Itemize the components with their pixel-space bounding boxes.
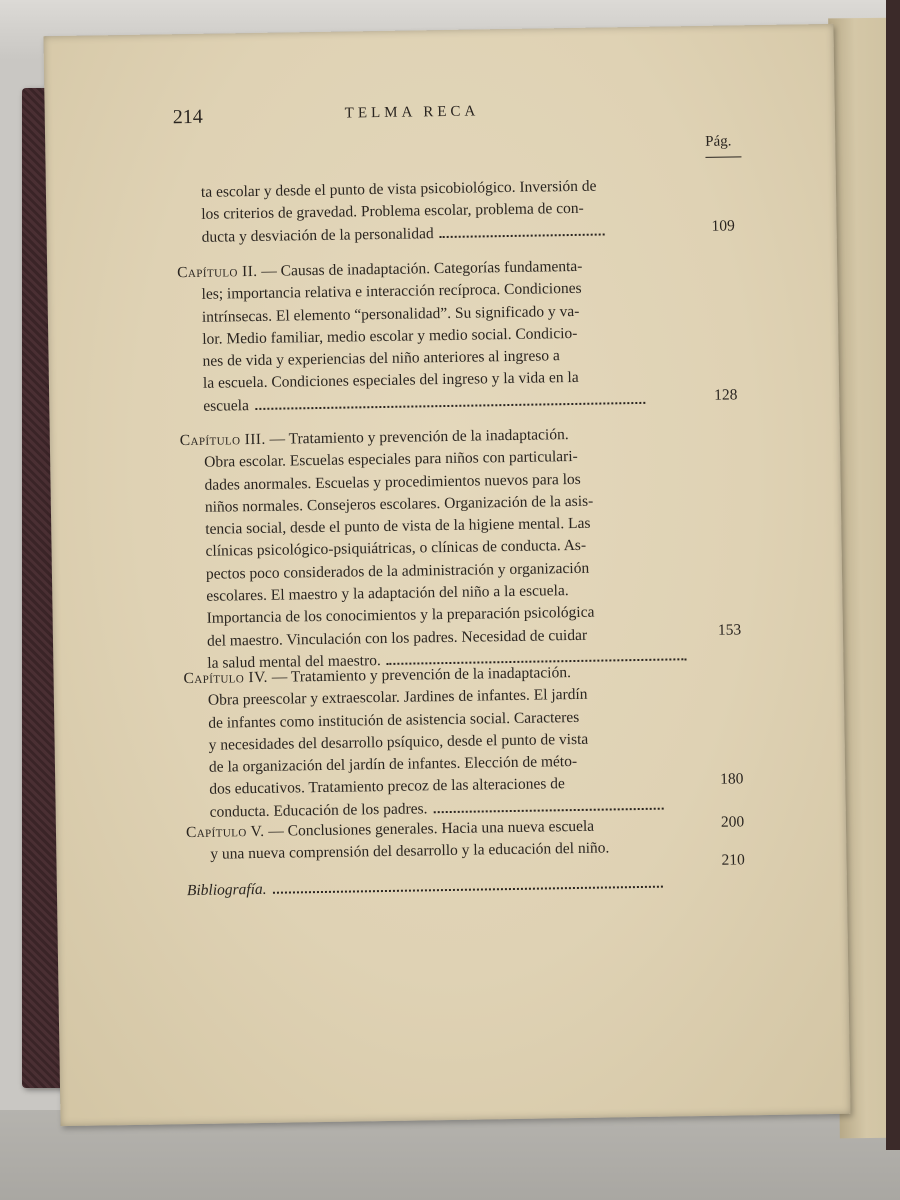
chapter-label: Capítulo III. — [179, 430, 266, 450]
running-head — [45, 94, 835, 136]
toc-line: de la organización del jardín de infantes. Elección de méto- — [208, 753, 578, 776]
toc-line: dos educativos. Tratamiento precoz de las alteraciones de — [209, 775, 565, 799]
toc-line: ta escolar y desde el punto de vista psicobiológico. Inversión de — [200, 177, 597, 201]
chapter-label: Capítulo V. — [185, 822, 265, 842]
toc-line: clínicas psicológico-psiquiátricas, o clínicas de conducta. As- — [205, 537, 587, 561]
dot-leader — [255, 400, 645, 410]
page-column-label: Pág. — [705, 133, 741, 158]
toc-page-ref: 128 — [714, 386, 738, 404]
running-title: TELMA RECA — [344, 103, 480, 122]
toc-line-text: — Causas de inadaptación. Categorías fundamenta- — [261, 257, 583, 280]
toc-entry-chapter-3 — [180, 421, 749, 675]
toc-page-ref: 210 — [721, 851, 745, 869]
toc-page-ref: 153 — [717, 621, 742, 639]
toc-page-ref: 200 — [720, 813, 745, 831]
toc-entry-chapter-4 — [183, 659, 750, 824]
toc-line: Obra preescolar y extraescolar. Jardines de infantes. El jardín — [207, 686, 588, 710]
toc-line: intrínsecas. El elemento “personalidad”. Su significado y va- — [201, 302, 580, 326]
toc-entry-bibliography — [187, 871, 752, 902]
book-cover-right — [886, 0, 900, 1150]
toc-line: los criterios de gravedad. Problema escolar, problema de con- — [201, 200, 584, 224]
toc-page-ref: 180 — [720, 770, 744, 788]
toc-line: de infantes como institución de asistencia social. Caracteres — [208, 708, 580, 732]
toc-line: niños normales. Consejeros escolares. Organización de la asis- — [204, 492, 594, 516]
toc-page-ref: 109 — [711, 217, 735, 235]
toc-line-text: ducta y desviación de la personalidad — [201, 224, 434, 246]
toc-line: dades anormales. Escuelas y procedimientos nuevos para los — [204, 470, 581, 494]
toc-line-text: — Conclusiones generales. Hacia una nueva escuela — [268, 817, 595, 840]
dot-leader — [273, 884, 663, 894]
toc-line-text: escuela — [203, 396, 250, 415]
chapter-label: Capítulo II. — [177, 262, 258, 282]
toc-line-text: conducta. Educación de los padres. — [209, 800, 428, 821]
chapter-label: Capítulo IV. — [183, 668, 269, 688]
page-number: 214 — [172, 105, 203, 129]
toc-line-text: la salud mental del maestro. — [207, 652, 381, 672]
toc-line: nes de vida y experiencias del niño anteriores al ingreso a — [202, 347, 560, 370]
toc-line: escolares. El maestro y la adaptación del niño a la escuela. — [206, 582, 569, 605]
bibliography-label: Bibliografía. — [186, 880, 267, 900]
toc-line: Obra escolar. Escuelas especiales para niños con particulari- — [204, 448, 578, 472]
toc-line — [187, 871, 752, 902]
toc-line-text: — Tratamiento y prevención de la inadaptación. — [271, 664, 572, 686]
toc-line: pectos poco considerados de la administración y organización — [205, 559, 590, 583]
toc-line: la escuela. Condiciones especiales del ingreso y la vida en la — [202, 369, 579, 393]
toc-line: y una nueva comprensión del desarrollo y la educación del niño. — [210, 839, 610, 864]
toc-entry-chapter-5 — [186, 813, 752, 866]
dot-leader — [433, 805, 663, 813]
toc-entry-chapter-2 — [177, 253, 744, 418]
toc-line-text: — Tratamiento y prevención de la inadaptación. — [269, 426, 569, 448]
toc-line: del maestro. Vinculación con los padres. Necesidad de cuidar — [206, 626, 588, 650]
toc-line: tencia social, desde el punto de vista de la higiene mental. Las — [205, 514, 591, 538]
toc-line: Importancia de los conocimientos y la preparación psicológica — [206, 604, 595, 628]
toc-line: les; importancia relativa e interacción recíproca. Condiciones — [201, 280, 582, 304]
toc-line: lor. Medio familiar, medio escolar y medio social. Condicio- — [202, 324, 578, 348]
book-page — [43, 24, 850, 1126]
toc-line: y necesidades del desarrollo psíquico, desde el punto de vista — [208, 730, 589, 754]
dot-leader — [440, 231, 605, 238]
toc-entry-continuation — [201, 173, 742, 248]
